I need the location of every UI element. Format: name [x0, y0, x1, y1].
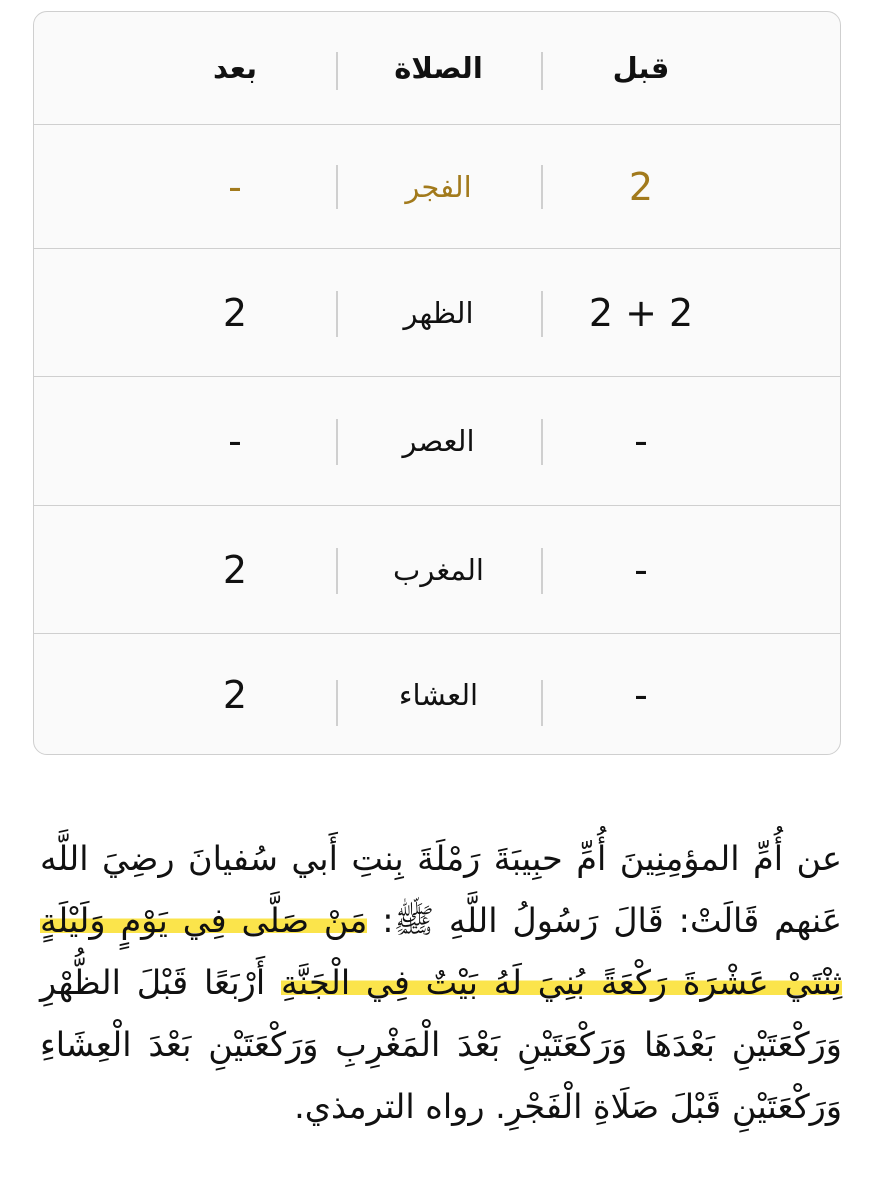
before-value: 2	[628, 164, 654, 209]
column-divider	[541, 52, 543, 90]
column-divider	[336, 680, 338, 726]
prayer-name: الفجر	[405, 169, 472, 204]
cell-before	[541, 506, 741, 633]
before-value: 2 + 2	[588, 290, 694, 335]
cell-after	[134, 249, 336, 376]
cell-after	[134, 377, 336, 505]
prayer-name: العصر	[402, 424, 475, 458]
column-divider	[336, 52, 338, 90]
table-row	[34, 506, 840, 634]
table-row	[34, 634, 840, 755]
header-prayer-label: الصلاة	[394, 51, 483, 85]
header-before	[541, 12, 741, 124]
cell-prayer	[336, 634, 541, 755]
header-before-label: قبل	[612, 51, 670, 85]
after-value: 2	[222, 290, 248, 335]
before-value: -	[634, 419, 648, 463]
column-divider	[541, 548, 543, 594]
cell-prayer	[336, 377, 541, 505]
header-prayer	[336, 12, 541, 124]
prayer-name: الظهر	[403, 295, 474, 330]
cell-prayer	[336, 249, 541, 376]
prayer-name: العشاء	[398, 678, 479, 712]
column-divider	[336, 291, 338, 337]
before-value: -	[634, 547, 648, 592]
after-value: -	[228, 164, 242, 209]
cell-before	[541, 634, 741, 755]
header-after	[134, 12, 336, 124]
column-divider	[541, 419, 543, 465]
header-after-label: بعد	[212, 51, 257, 85]
column-divider	[336, 548, 338, 594]
after-value: 2	[222, 673, 248, 717]
prayer-table	[33, 11, 841, 755]
cell-after	[134, 506, 336, 633]
cell-prayer	[336, 506, 541, 633]
column-divider	[336, 165, 338, 209]
column-divider	[541, 291, 543, 337]
after-value: -	[228, 419, 242, 463]
table-row	[34, 125, 840, 249]
cell-before	[541, 377, 741, 505]
column-divider	[541, 680, 543, 726]
table-row	[34, 377, 840, 506]
table-header-row	[34, 12, 840, 125]
cell-before	[541, 125, 741, 248]
cell-after	[134, 125, 336, 248]
cell-prayer	[336, 125, 541, 248]
prayer-name: المغرب	[393, 552, 484, 587]
column-divider	[336, 419, 338, 465]
after-value: 2	[222, 547, 248, 592]
before-value: -	[634, 673, 648, 717]
hadith-highlighted-text: مَنْ صَلَّى فِي يَوْمٍ وَلَيْلَةٍ ثِنْتَيْ عَشْرَةَ رَكْعَةً بُنِيَ لَهُ بَيْتٌ فِي الْجَنَّةِ	[40, 901, 843, 1002]
hadith-intro: عن أُمِّ المؤمِنِينَ أُمِّ حبِيبَةَ رَمْلَةَ بِنتِ أَبي سُفيانَ رضِيَ اللَّه عَنهم قَالَتْ: قَالَ رَسُولُ اللَّهِ ﷺ:	[40, 839, 843, 940]
hadith-rest: أَرْبَعًا قَبْلَ الظُّهْرِ وَرَكْعَتَيْنِ بَعْدَهَا وَرَكْعَتَيْنِ بَعْدَ الْمَغْرِبِ وَرَكْعَتَيْنِ بَعْدَ الْعِشَاءِ وَرَكْعَتَيْنِ قَبْلَ صَلَاةِ الْفَجْرِ. رواه الترمذي.	[40, 963, 842, 1126]
column-divider	[541, 165, 543, 209]
cell-before	[541, 249, 741, 376]
hadith-text	[40, 828, 842, 1138]
table-row	[34, 249, 840, 377]
cell-after	[134, 634, 336, 755]
